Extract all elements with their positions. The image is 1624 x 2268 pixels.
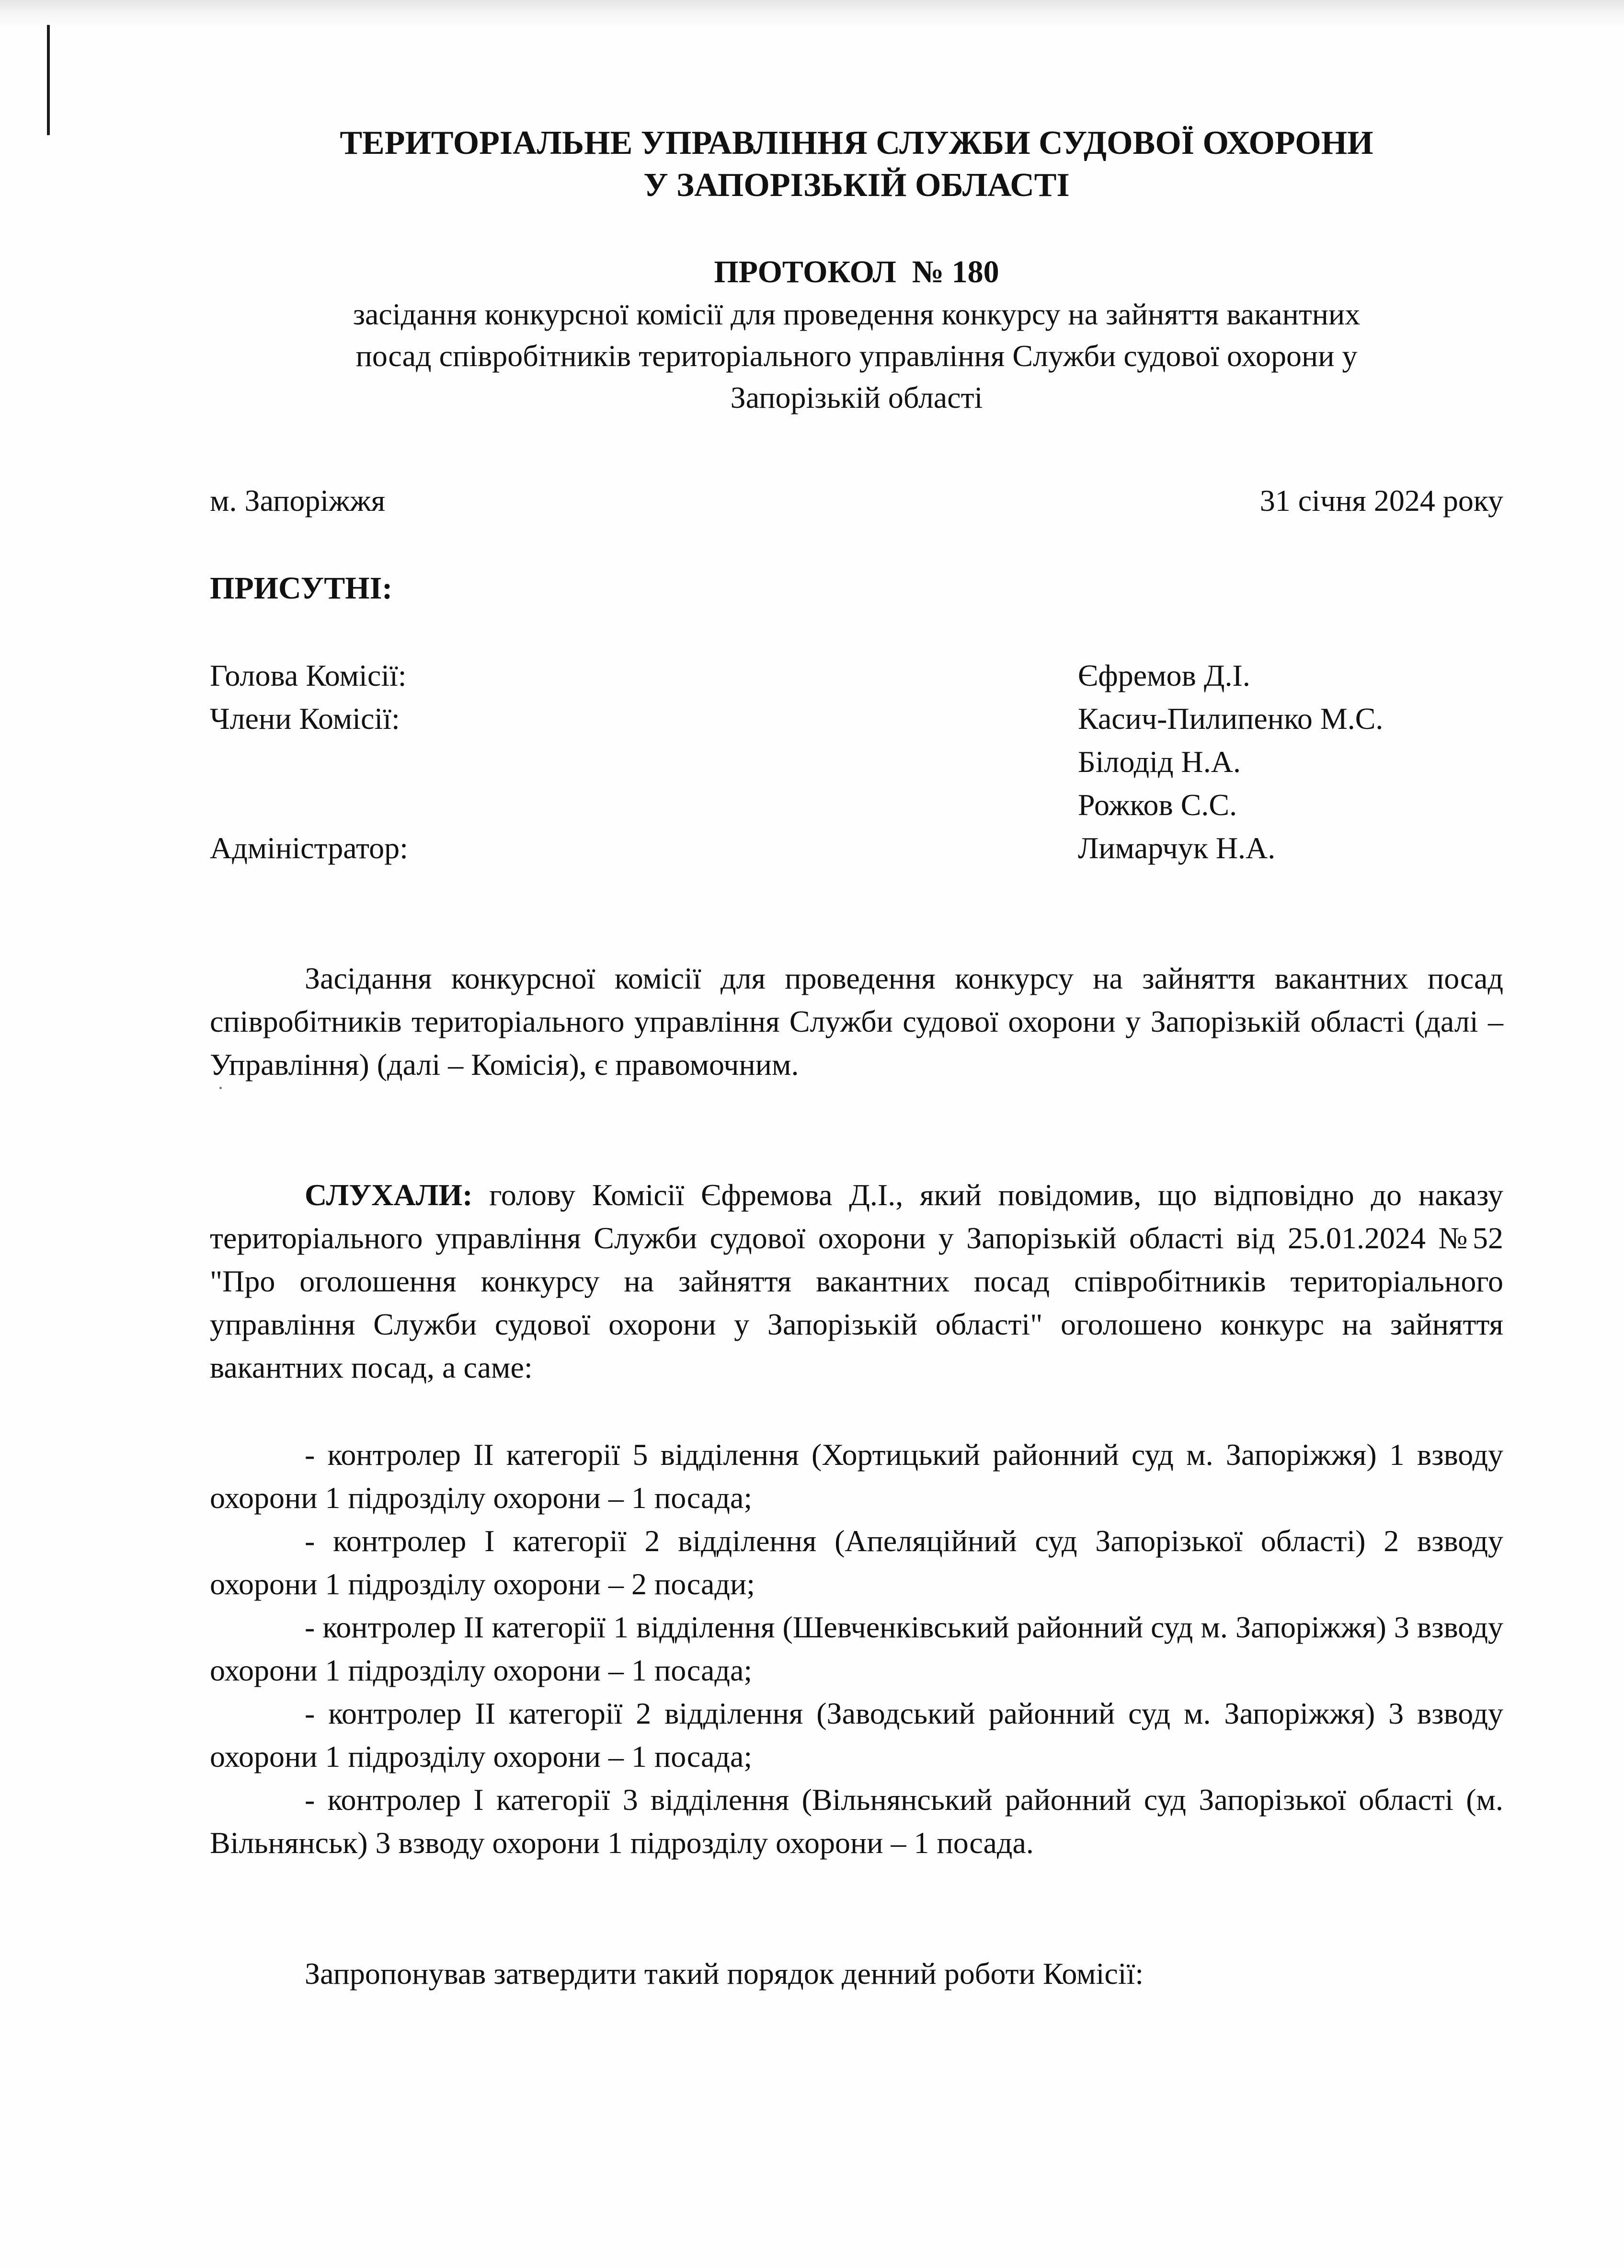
vacancy-item: - контролер І категорії 2 відділення (Апеляційний суд Запорізької області) 2 взводу охорони 1 підрозділу охорони – 2 посади; xyxy=(210,1524,1503,1601)
member-name: Касич-Пилипенко М.С. xyxy=(1078,702,1384,736)
vacancy-item: - контролер І категорії 3 відділення (Вільнянський районний суд Запорізької області (м. Вільнянськ) 3 взводу охорони 1 підрозділу охорони – 1 посада. xyxy=(210,1783,1503,1860)
protocol-subtitle-line-1: засідання конкурсної комісії для проведення конкурсу на зайняття вакантних xyxy=(353,297,1361,331)
heard-label: СЛУХАЛИ: xyxy=(305,1178,473,1212)
scan-top-shadow xyxy=(0,0,1624,29)
member-name: Рожков С.С. xyxy=(1078,788,1237,822)
attendee-names xyxy=(1078,654,1383,870)
heard-paragraph xyxy=(210,1174,1503,1389)
roles-spacer xyxy=(210,783,408,827)
scan-dot-mark xyxy=(219,1087,222,1089)
vacancy-item: - контролер ІІ категорії 5 відділення (Хортицький районний суд м. Запоріжжя) 1 взводу охорони 1 підрозділу охорони – 1 посада; xyxy=(210,1438,1503,1515)
member-name: Білодід Н.А. xyxy=(1078,745,1241,779)
vacancy-item: - контролер ІІ категорії 2 відділення (Заводський районний суд м. Запоріжжя) 3 взводу охорони 1 підрозділу охорони – 1 посада; xyxy=(210,1696,1503,1773)
members-label: Члени Комісії: xyxy=(210,702,400,736)
scan-margin-mark xyxy=(47,25,50,135)
vacancy-item: - контролер ІІ категорії 1 відділення (Шевченківський районний суд м. Запоріжжя) 3 взводу охорони 1 підрозділу охорони – 1 посада; xyxy=(210,1610,1503,1687)
meeting-place: м. Запоріжжя xyxy=(210,484,386,518)
chair-name: Єфремов Д.І. xyxy=(1078,658,1250,692)
present-heading: ПРИСУТНІ: xyxy=(210,571,393,606)
roles-spacer xyxy=(210,740,408,783)
meeting-date: 31 січня 2024 року xyxy=(1259,484,1503,518)
organization-title-line-1: ТЕРИТОРІАЛЬНЕ УПРАВЛІННЯ СЛУЖБИ СУДОВОЇ ОХОРОНИ xyxy=(340,125,1373,161)
protocol-title: ПРОТОКОЛ № 180 xyxy=(714,254,999,289)
admin-label: Адміністратор: xyxy=(210,831,408,865)
quorum-paragraph: Засідання конкурсної комісії для проведення конкурсу на зайняття вакантних посад співробітників територіального управління Служби судової охорони у Запорізькій області (далі – Управління) (далі – Комісія), є правомочним. xyxy=(210,961,1503,1082)
protocol-subtitle-line-3: Запорізькій області xyxy=(730,380,983,414)
attendee-roles xyxy=(210,654,408,870)
organization-title xyxy=(210,122,1503,207)
protocol-subtitle-line-2: посад співробітників територіального управління Служби судової охорони у xyxy=(355,339,1358,373)
heard-text: голову Комісії Єфремова Д.І., який повідомив, що відповідно до наказу територіального управління Служби судової охорони у Запорізькій області від 25.01.2024 №52 "Про оголошення конкурсу на зайняття вакантних посад співробітників територіального управління Служби судової охорони у Запорізькій області" оголошено конкурс на зайняття вакантних посад, а саме: xyxy=(210,1178,1503,1384)
admin-name: Лимарчук Н.А. xyxy=(1078,831,1276,865)
agenda-proposal: Запропонував затвердити такий порядок денний роботи Комісії: xyxy=(305,1957,1144,1991)
chair-label: Голова Комісії: xyxy=(210,658,407,692)
organization-title-line-2: У ЗАПОРІЗЬКІЙ ОБЛАСТІ xyxy=(643,167,1070,204)
protocol-subtitle xyxy=(210,293,1503,418)
